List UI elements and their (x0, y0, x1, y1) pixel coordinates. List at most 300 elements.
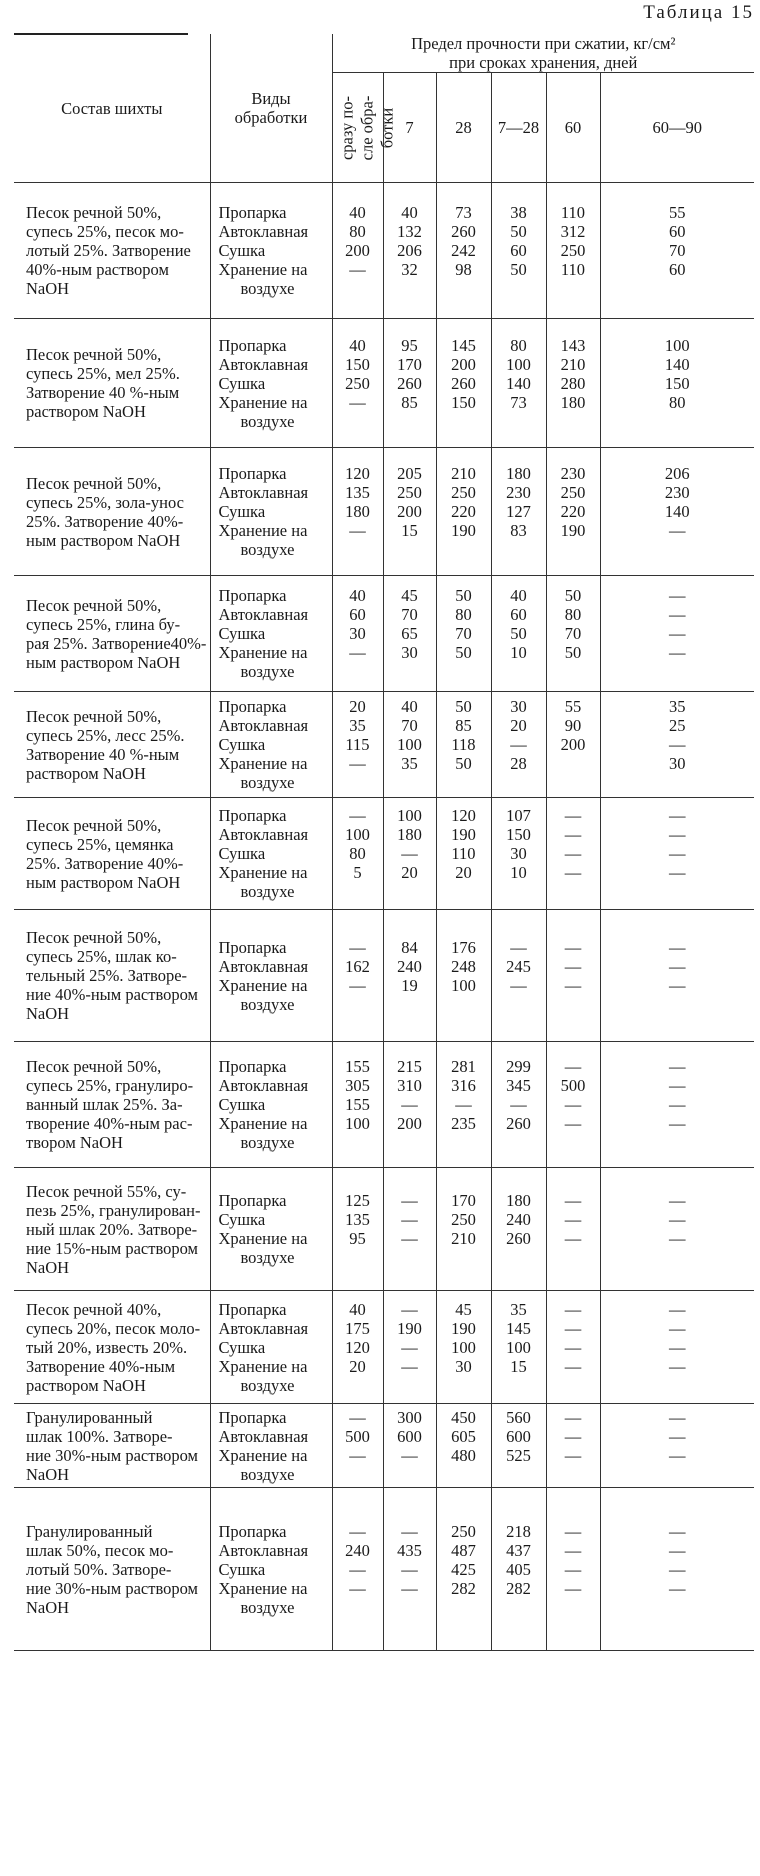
value: 435 (397, 1540, 422, 1560)
value: 210 (560, 354, 586, 374)
value: 248 (451, 956, 476, 976)
composition-line: NaOH (26, 1597, 70, 1617)
value-cell-term-3 (491, 576, 546, 692)
value-cell-term-0 (332, 1042, 383, 1168)
value-cell-term-2 (436, 319, 491, 448)
value: 30 (349, 624, 366, 643)
value-spacer (334, 1248, 382, 1267)
value: 220 (451, 502, 476, 521)
composition-line: шлак 50%, песок мо- (26, 1540, 174, 1560)
value-cell-term-4 (546, 576, 600, 692)
value-cell-term-0 (332, 1291, 383, 1404)
value: — (564, 1521, 582, 1541)
value: 40 (349, 203, 366, 222)
composition-line: ванный шлак 25%. За- (26, 1095, 183, 1114)
value: 176 (451, 937, 476, 957)
treatment-cell (210, 319, 332, 448)
header-term-3: 7—28 (491, 73, 546, 183)
composition-cell (14, 1404, 210, 1488)
header-treatment-line-2: обработки (234, 108, 308, 127)
value-spacer (438, 412, 490, 431)
group-row (14, 910, 754, 1042)
composition-cell (14, 692, 210, 798)
treatment-label: Хранение на (218, 754, 308, 773)
value-spacer (602, 882, 754, 901)
value: 120 (345, 464, 370, 483)
composition-line: Песок речной 50%, (26, 928, 162, 947)
composition-line: ние 15%-ным раствором (26, 1238, 198, 1258)
value-spacer (334, 662, 382, 681)
treatment-label-continuation: воздухе (240, 279, 295, 298)
value-spacer (334, 1465, 382, 1484)
value-cell-term-2 (436, 1168, 491, 1291)
treatment-label: Автоклавная (218, 483, 309, 502)
value: 30 (455, 1356, 472, 1376)
treatment-label: Пропарка (218, 1521, 287, 1541)
value: 40 (401, 203, 418, 222)
value: 132 (397, 222, 422, 241)
value: — (564, 975, 582, 995)
group-row (14, 319, 754, 448)
value: 73 (510, 392, 527, 412)
value: 305 (345, 1076, 370, 1095)
value: 45 (401, 586, 418, 605)
value: 600 (506, 1426, 531, 1446)
value: 35 (401, 754, 418, 773)
value: 70 (401, 716, 418, 735)
value: 70 (669, 241, 686, 260)
treatment-label: Автоклавная (218, 1076, 309, 1095)
value-cell-term-5 (600, 183, 754, 319)
value: — (564, 1229, 582, 1248)
header-treatment-line-1: Виды (251, 89, 291, 108)
value: 35 (669, 697, 686, 716)
value: 150 (451, 392, 476, 412)
value: 100 (397, 806, 422, 825)
treatment-label: Автоклавная (218, 354, 309, 374)
value-cell-term-1 (383, 910, 436, 1042)
value-spacer (385, 540, 435, 559)
value: — (401, 1578, 418, 1598)
composition-line: Песок речной 50%, (26, 473, 162, 493)
value: 155 (345, 1057, 370, 1076)
value-cell-term-5 (600, 576, 754, 692)
value: — (669, 1076, 686, 1095)
group-row (14, 1404, 754, 1488)
treatment-label-continuation: воздухе (240, 1597, 295, 1617)
treatment-label: Сушка (218, 241, 266, 260)
value-cell-term-1 (383, 692, 436, 798)
value: — (510, 1095, 527, 1114)
composition-line: Гранулированный (26, 1407, 153, 1427)
value-spacer (438, 279, 490, 298)
value-cell-term-1 (383, 1488, 436, 1651)
value-spacer (548, 412, 599, 431)
value: 312 (560, 222, 586, 241)
treatment-label: Хранение на (218, 260, 308, 279)
value-spacer (548, 1376, 599, 1395)
value-spacer (334, 1598, 382, 1617)
value-cell-term-1 (383, 319, 436, 448)
value: 480 (451, 1445, 476, 1465)
value: — (401, 1337, 418, 1357)
value-spacer (334, 1376, 382, 1395)
value: 15 (510, 1356, 527, 1376)
composition-line: твором NaOH (26, 1133, 123, 1152)
value-cell-term-0 (332, 448, 383, 576)
treatment-label: Пропарка (218, 1191, 287, 1210)
header-treatment (210, 34, 332, 183)
value: 150 (506, 825, 531, 844)
value: — (564, 1318, 582, 1338)
value: — (564, 1445, 582, 1465)
value: 50 (455, 643, 472, 662)
value: — (510, 975, 527, 995)
header-term-0-line-1: сразу по- (336, 95, 356, 160)
value: 73 (455, 203, 472, 222)
value: — (669, 1114, 686, 1133)
group-row (14, 576, 754, 692)
value: 70 (564, 624, 582, 643)
value: 140 (664, 502, 690, 521)
value-cell-term-1 (383, 1291, 436, 1404)
value: — (349, 260, 366, 279)
value: 260 (506, 1229, 531, 1248)
value: 110 (451, 844, 476, 863)
value-spacer (548, 773, 599, 792)
value-cell-term-4 (546, 319, 600, 448)
value: 135 (345, 483, 370, 502)
value: 10 (510, 643, 527, 662)
value-cell-term-3 (491, 1488, 546, 1651)
header-strength-line-2: при сроках хранения, дней (449, 53, 638, 72)
composition-line: ным раствором NaOH (26, 652, 181, 672)
treatment-label: Пропарка (218, 937, 287, 957)
value: 140 (664, 354, 690, 374)
composition-cell (14, 448, 210, 576)
value: — (669, 586, 686, 605)
value-spacer (385, 1376, 435, 1395)
value-cell-term-4 (546, 1488, 600, 1651)
header-term-0-vertical (337, 95, 397, 160)
treatment-label: Сушка (218, 1337, 266, 1357)
value: 525 (506, 1445, 531, 1465)
value: 215 (397, 1057, 422, 1076)
value: 100 (345, 825, 370, 844)
treatment-cell (210, 1404, 332, 1488)
composition-line: Песок речной 50%, (26, 1057, 162, 1076)
treatment-label: Хранение на (218, 392, 308, 412)
value-cell-term-5 (600, 448, 754, 576)
value-spacer (493, 1376, 545, 1395)
treatment-label: Автоклавная (218, 716, 309, 735)
value-spacer (548, 1465, 599, 1484)
composition-line: Песок речной 50%, (26, 706, 162, 726)
header-term-1: 7 (383, 73, 436, 183)
treatment-label: Пропарка (218, 806, 287, 825)
value-cell-term-3 (491, 1404, 546, 1488)
value: 50 (455, 697, 472, 716)
value: 250 (397, 483, 422, 502)
value-spacer (493, 773, 545, 792)
value: 110 (560, 260, 586, 279)
value: 80 (510, 335, 527, 355)
value: 20 (510, 716, 527, 735)
value: 80 (564, 605, 582, 624)
treatment-label: Хранение на (218, 863, 308, 882)
value: 170 (451, 1191, 476, 1210)
treatment-label-continuation: воздухе (240, 1464, 295, 1484)
value: 30 (510, 844, 527, 863)
value-spacer (548, 1133, 599, 1152)
treatment-label-continuation: воздухе (240, 994, 295, 1014)
value-spacer (385, 882, 435, 901)
treatment-label: Сушка (218, 1095, 266, 1114)
composition-line: NaOH (26, 1257, 70, 1277)
value: — (669, 844, 686, 863)
value: 316 (451, 1076, 476, 1095)
value: 206 (397, 241, 422, 260)
value-spacer (493, 1465, 545, 1484)
composition-cell (14, 1488, 210, 1651)
value-cell-term-5 (600, 1404, 754, 1488)
value: 150 (345, 354, 370, 374)
value-cell-term-1 (383, 1168, 436, 1291)
value: 120 (345, 1337, 370, 1357)
value: — (669, 1521, 686, 1541)
value-cell-term-3 (491, 1042, 546, 1168)
value-spacer (602, 662, 754, 681)
value-spacer (602, 279, 754, 298)
value-spacer (334, 995, 382, 1014)
value: — (401, 1191, 418, 1210)
value-spacer (438, 1598, 490, 1617)
value: 135 (345, 1210, 370, 1229)
treatment-label: Хранение на (218, 1114, 308, 1133)
treatment-label-continuation: воздухе (240, 882, 295, 901)
treatment-label: Автоклавная (218, 222, 309, 241)
value-cell-term-2 (436, 1291, 491, 1404)
value-cell-term-3 (491, 798, 546, 910)
value: 85 (455, 716, 472, 735)
value: — (669, 1318, 686, 1338)
value-cell-term-4 (546, 910, 600, 1042)
composition-line: супесь 25%, песок мо- (26, 222, 184, 241)
value: — (669, 1191, 686, 1210)
value: 100 (397, 735, 422, 754)
value-cell-term-2 (436, 910, 491, 1042)
value: — (669, 937, 686, 957)
value-cell-term-0 (332, 1404, 383, 1488)
value: 560 (506, 1407, 531, 1427)
treatment-label-continuation: воздухе (240, 411, 295, 431)
value: — (349, 806, 366, 825)
value-cell-term-4 (546, 1404, 600, 1488)
value-cell-term-1 (383, 1042, 436, 1168)
composition-line: супесь 25%, гранулиро- (26, 1076, 194, 1095)
value: 28 (510, 754, 527, 773)
value: 40 (349, 1299, 366, 1319)
value: 65 (401, 624, 418, 643)
composition-line: NaOH (26, 1464, 70, 1484)
value-spacer (385, 995, 435, 1014)
value-spacer (602, 995, 754, 1014)
value: 218 (506, 1521, 531, 1541)
treatment-label: Пропарка (218, 1407, 287, 1427)
value: 206 (664, 464, 690, 483)
value: 80 (669, 392, 686, 412)
value-cell-term-5 (600, 798, 754, 910)
composition-line: 25%. Затворение 40%- (26, 853, 184, 873)
value: 30 (401, 643, 418, 662)
value-spacer (602, 1133, 754, 1152)
composition-line: супесь 20%, песок моло- (26, 1318, 201, 1338)
value: 190 (451, 825, 476, 844)
value: 40 (510, 586, 527, 605)
value: 55 (669, 203, 686, 222)
composition-line: супесь 25%, мел 25%. (26, 364, 180, 383)
value: — (349, 754, 366, 773)
value: 83 (510, 521, 527, 540)
value: 250 (345, 373, 370, 393)
value: 30 (669, 754, 686, 773)
header-term-0-line-2: сле обра- (356, 95, 376, 160)
value-spacer (385, 773, 435, 792)
value: 310 (397, 1076, 422, 1095)
value: 140 (506, 373, 531, 393)
value-spacer (438, 773, 490, 792)
treatment-label-continuation: воздухе (240, 1248, 295, 1267)
value-spacer (334, 540, 382, 559)
value: 230 (560, 464, 586, 483)
value: — (349, 1445, 366, 1465)
value: 100 (451, 975, 476, 995)
composition-line: шлак 100%. Затворе- (26, 1426, 173, 1446)
value: 200 (397, 502, 422, 521)
value: 60 (510, 241, 527, 260)
value: — (564, 806, 582, 825)
value: 60 (510, 605, 527, 624)
value-cell-term-5 (600, 910, 754, 1042)
value: 100 (664, 335, 690, 355)
composition-cell (14, 798, 210, 910)
composition-line: NaOH (26, 1004, 70, 1023)
value-cell-term-0 (332, 692, 383, 798)
value: 190 (451, 1318, 476, 1338)
value-cell-term-2 (436, 183, 491, 319)
value-spacer (385, 1465, 435, 1484)
value-cell-term-4 (546, 798, 600, 910)
value-cell-term-1 (383, 183, 436, 319)
value: 245 (506, 956, 531, 976)
value: — (349, 521, 366, 540)
value: 10 (510, 863, 527, 882)
value: 110 (560, 203, 586, 222)
treatment-label: Автоклавная (218, 1426, 309, 1446)
composition-line: супесь 25%, глина бу- (26, 614, 181, 634)
composition-line: раствором NaOH (26, 402, 146, 421)
value-cell-term-2 (436, 798, 491, 910)
value-spacer (385, 412, 435, 431)
value-spacer (548, 279, 599, 298)
composition-line: 25%. Затворение 40%- (26, 511, 184, 531)
value: 20 (349, 697, 366, 716)
value-cell-term-4 (546, 183, 600, 319)
value: 143 (560, 335, 586, 355)
composition-cell (14, 1042, 210, 1168)
value-spacer (493, 1248, 545, 1267)
composition-cell (14, 576, 210, 692)
group-row (14, 448, 754, 576)
value: 240 (345, 1540, 370, 1560)
header-term-5: 60—90 (600, 73, 754, 183)
value: 250 (560, 483, 586, 502)
value: 118 (451, 735, 476, 754)
value: 50 (564, 643, 582, 662)
value: 605 (451, 1426, 476, 1446)
value: — (401, 1445, 418, 1465)
value-spacer (438, 540, 490, 559)
value: 145 (506, 1318, 531, 1338)
treatment-label: Автоклавная (218, 956, 309, 976)
value: — (349, 392, 366, 412)
value-cell-term-3 (491, 1291, 546, 1404)
value: 100 (345, 1114, 370, 1133)
composition-line: тый 20%, известь 20%. (26, 1337, 188, 1357)
treatment-label-continuation: воздухе (240, 1375, 295, 1395)
value-cell-term-1 (383, 576, 436, 692)
value: 55 (564, 697, 582, 716)
header-strength-line-1: Предел прочности при сжатии, кг/см² (411, 34, 676, 53)
value-spacer (438, 995, 490, 1014)
value: — (669, 1095, 686, 1114)
composition-line: Затворение 40 %-ным (26, 383, 180, 402)
value-cell-term-2 (436, 1488, 491, 1651)
treatment-label: Сушка (218, 1210, 266, 1229)
value: 107 (506, 806, 531, 825)
value: 20 (401, 863, 418, 882)
value-cell-term-3 (491, 910, 546, 1042)
composition-line: Песок речной 50%, (26, 203, 162, 222)
treatment-label: Сушка (218, 502, 266, 521)
value: 260 (451, 222, 476, 241)
value: — (669, 735, 686, 754)
value (548, 754, 599, 773)
value-spacer (493, 662, 545, 681)
value-cell-term-5 (600, 1488, 754, 1651)
value: 200 (345, 241, 370, 260)
value-spacer (493, 412, 545, 431)
treatment-label: Хранение на (218, 643, 308, 662)
value: — (564, 937, 582, 957)
composition-line: лотый 25%. Затворение (26, 241, 191, 260)
value-cell-term-0 (332, 1488, 383, 1651)
value-spacer (334, 882, 382, 901)
composition-cell (14, 183, 210, 319)
value: — (349, 1407, 366, 1427)
value: 150 (664, 373, 690, 393)
value-spacer (602, 540, 754, 559)
treatment-label: Сушка (218, 373, 266, 393)
value: — (401, 1559, 418, 1579)
value-cell-term-0 (332, 1168, 383, 1291)
composition-line: ние 40%-ным раствором (26, 985, 198, 1004)
group-row (14, 1291, 754, 1404)
value: 60 (669, 260, 686, 279)
treatment-label: Сушка (218, 844, 266, 863)
header-term-2: 28 (436, 73, 491, 183)
composition-line: творение 40%-ным рас- (26, 1114, 193, 1133)
